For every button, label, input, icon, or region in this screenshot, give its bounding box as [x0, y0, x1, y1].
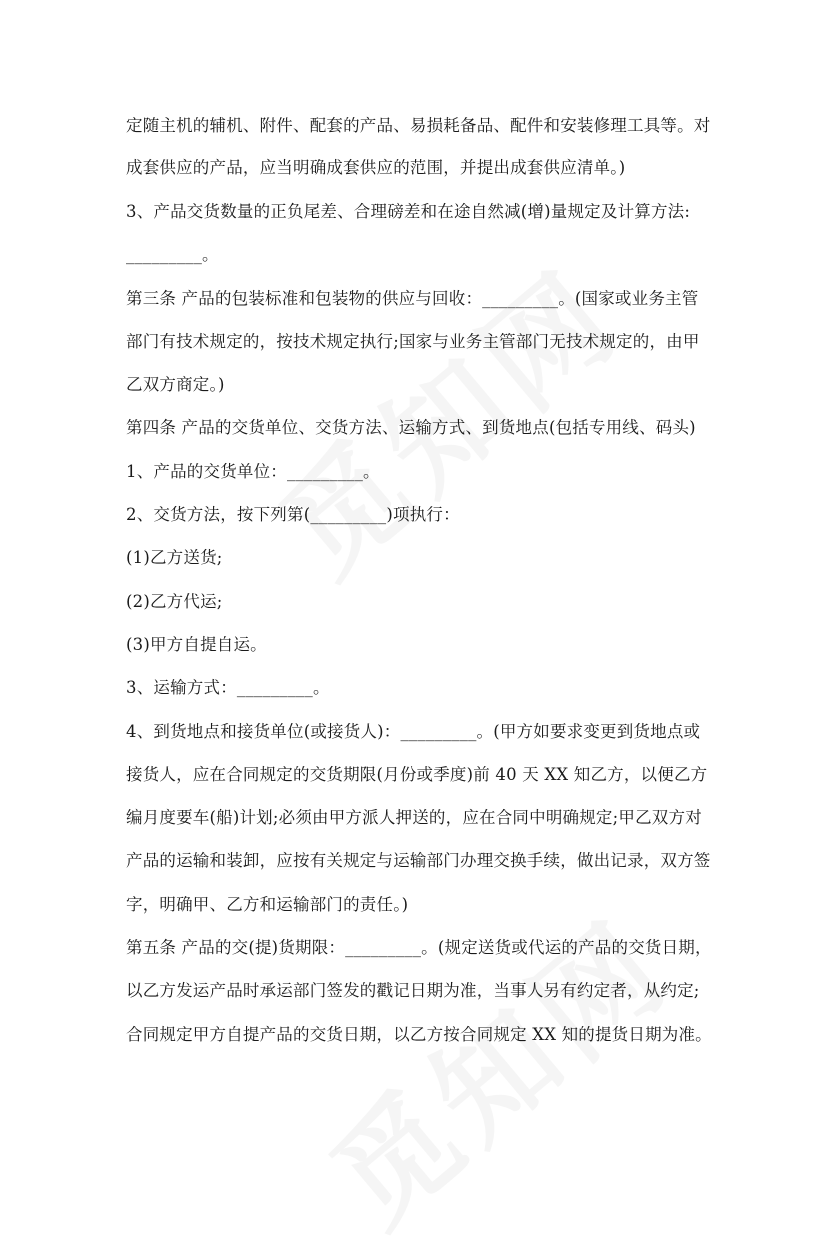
text-line-14: 3、运输方式：_________。: [126, 678, 330, 697]
text-line-2: 成套供应的产品，应当明确成套供应的范围，并提出成套供应清单。): [126, 158, 626, 177]
text-line-6: 部门有技术规定的，按技术规定执行;国家与业务主管部门无技术规定的，由甲: [126, 332, 700, 351]
text-line-9: 1、产品的交货单位：_________。: [126, 462, 380, 481]
text-line-1: 定随主机的辅机、附件、配套的产品、易损耗备品、配件和安装修理工具等。对: [126, 116, 711, 135]
text-line-21: 以乙方发运产品时承运部门签发的戳记日期为准，当事人另有约定者，从约定;: [126, 981, 700, 1000]
text-line-4: _________。: [126, 245, 219, 264]
article-5-heading: 第五条 产品的交(提)货期限：_________。(规定送货或代运的产品的交货日期，: [126, 938, 712, 957]
text-line-15: 4、到货地点和接货单位(或接货人)：_________。(甲方如要求变更到货地点或: [126, 722, 701, 741]
article-3-heading: 第三条 产品的包装标准和包装物的供应与回收：_________。(国家或业务主管: [126, 289, 699, 308]
text-line-17: 编月度要车(船)计划;必须由甲方派人押送的，应在合同中明确规定;甲乙双方对: [126, 808, 702, 827]
text-line-13: (3)甲方自提自运。: [126, 635, 267, 654]
text-line-22: 合同规定甲方自提产品的交货日期，以乙方按合同规定 XX 知的提货日期为准。: [126, 1025, 712, 1044]
text-line-16: 接货人，应在合同规定的交货期限(月份或季度)前 40 天 XX 知乙方，以便乙方: [126, 765, 708, 784]
text-line-12: (2)乙方代运;: [126, 592, 223, 611]
watermark-lower: [290, 875, 699, 1257]
article-4-heading: 第四条 产品的交货单位、交货方法、运输方式、到货地点(包括专用线、码头): [126, 418, 696, 437]
text-line-3: 3、产品交货数量的正负尾差、合理磅差和在途自然减(增)量规定及计算方法:: [126, 202, 691, 221]
text-line-19: 字，明确甲、乙方和运输部门的责任。): [126, 895, 409, 914]
text-line-10: 2、交货方法，按下列第(_________)项执行：: [126, 505, 460, 524]
text-line-7: 乙双方商定。): [126, 375, 225, 394]
watermark: [240, 225, 649, 607]
text-line-18: 产品的运输和装卸，应按有关规定与运输部门办理交换手续，做出记录，双方签: [126, 851, 711, 870]
text-line-11: (1)乙方送货;: [126, 548, 223, 567]
